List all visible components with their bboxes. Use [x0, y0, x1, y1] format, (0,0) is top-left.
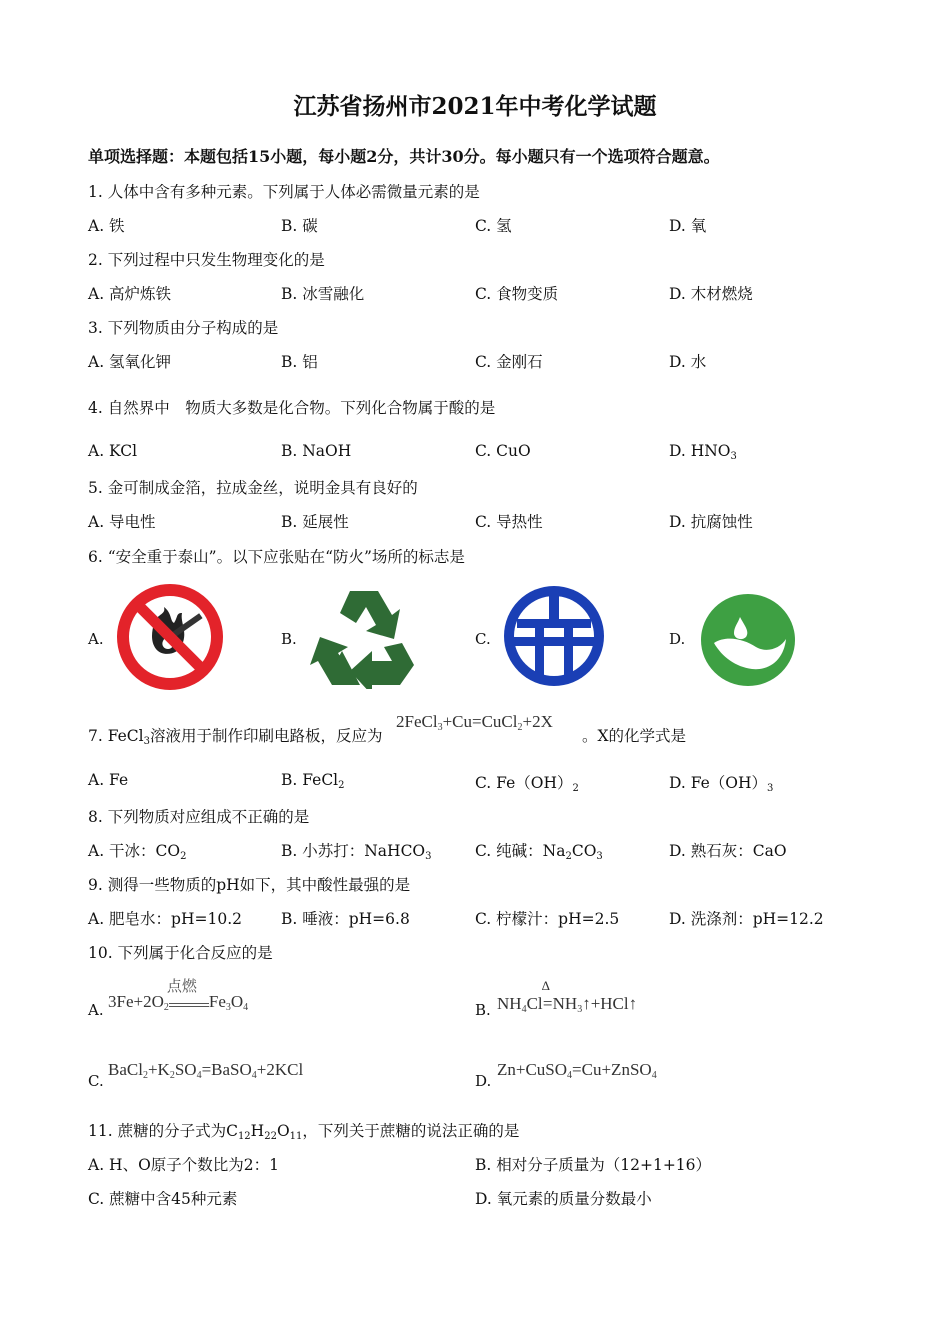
q6-option-a[interactable]: A. — [88, 630, 104, 648]
q8-option-b[interactable]: B. 小苏打：NaHCO$_3$ — [281, 842, 432, 862]
q9-option-a[interactable]: A. 肥皂水：pH=10.2 — [88, 910, 242, 928]
q6-option-d[interactable]: D. — [669, 630, 686, 648]
q1-option-d[interactable]: D. 氧 — [669, 217, 707, 235]
q9-option-b[interactable]: B. 唾液：pH=6.8 — [281, 910, 410, 928]
q4-option-b[interactable]: B. NaOH — [281, 442, 352, 460]
question-4-stem: 4. 自然界中 物质大多数是化合物。下列化合物属于酸的是 — [88, 399, 496, 417]
q7-option-b[interactable]: B. FeCl$_2$ — [281, 771, 345, 791]
q2-option-d[interactable]: D. 木材燃烧 — [669, 285, 753, 303]
q8-option-c[interactable]: C. 纯碱：$Na_2CO_3$ — [475, 842, 603, 862]
question-2-stem: 2. 下列过程中只发生物理变化的是 — [88, 251, 325, 269]
q7-option-a[interactable]: A. Fe — [88, 771, 129, 789]
q5-option-a[interactable]: A. 导电性 — [88, 513, 156, 531]
q10-equation-d: Zn+CuSO$_4$=Cu+ZnSO$_4$ — [497, 1060, 657, 1081]
question-8-stem: 8. 下列物质对应组成不正确的是 — [88, 808, 310, 826]
q6-option-b[interactable]: B. — [281, 630, 297, 648]
recycle-icon[interactable] — [310, 585, 418, 689]
q10-equation-b: $NH_4Cl$ Δ $=NH_3↑+HCl↑$ — [497, 978, 638, 1015]
blue-circle-sign-icon[interactable] — [503, 585, 605, 687]
q3-option-b[interactable]: B. 铝 — [281, 353, 318, 371]
q2-option-b[interactable]: B. 冰雪融化 — [281, 285, 365, 303]
question-6-stem: 6. “安全重于泰山”。以下应张贴在“防火”场所的标志是 — [88, 548, 465, 566]
section-heading: 单项选择题：本题包括15小题，每小题2分，共计30分。每小题只有一个选项符合题意。 — [88, 147, 720, 166]
q9-option-d[interactable]: D. 洗涤剂：pH=12.2 — [669, 910, 824, 928]
q4-option-a[interactable]: A. KCl — [88, 442, 138, 460]
q10-option-c[interactable]: C. — [88, 1072, 104, 1090]
q5-option-c[interactable]: C. 导热性 — [475, 513, 543, 531]
q1-option-c[interactable]: C. 氢 — [475, 217, 512, 235]
q2-option-a[interactable]: A. 高炉炼铁 — [88, 285, 172, 303]
question-7-stem-end: 。X的化学式是 — [582, 727, 687, 745]
no-fire-sign-icon[interactable] — [116, 583, 224, 691]
q10-option-d[interactable]: D. — [475, 1072, 492, 1090]
question-3-stem: 3. 下列物质由分子构成的是 — [88, 319, 279, 337]
q2-option-c[interactable]: C. 食物变质 — [475, 285, 559, 303]
q9-option-c[interactable]: C. 柠檬汁：pH=2.5 — [475, 910, 620, 928]
q10-option-a[interactable]: A. — [88, 1001, 104, 1019]
q7-reaction-equation: 2FeCl$_3$+Cu=CuCl$_2$+2X — [396, 712, 553, 733]
q11-option-c[interactable]: C. 蔗糖中含45种元素 — [88, 1190, 238, 1208]
water-saving-icon[interactable] — [700, 593, 796, 687]
question-5-stem: 5. 金可制成金箔，拉成金丝，说明金具有良好的 — [88, 479, 418, 497]
q3-option-a[interactable]: A. 氢氧化钾 — [88, 353, 172, 371]
q7-option-d[interactable]: D. $Fe(OH)_3$ — [669, 774, 774, 794]
q1-option-b[interactable]: B. 碳 — [281, 217, 318, 235]
page-title: 江苏省扬州市2021年中考化学试题 — [293, 93, 657, 120]
q1-option-a[interactable]: A. 铁 — [88, 217, 125, 235]
question-10-stem: 10. 下列属于化合反应的是 — [88, 944, 273, 962]
q10-equation-c: $BaCl_2+K_2SO_4=BaSO_4+2KCl$ — [108, 1060, 304, 1081]
q7-option-c[interactable]: C. $Fe(OH)_2$ — [475, 774, 579, 794]
q5-option-d[interactable]: D. 抗腐蚀性 — [669, 513, 753, 531]
q5-option-b[interactable]: B. 延展性 — [281, 513, 349, 531]
q4-option-d[interactable]: D. $HNO_3$ — [669, 442, 737, 462]
q8-option-d[interactable]: D. 熟石灰：CaO — [669, 842, 787, 860]
question-7-stem: 7. FeCl$_3$溶液用于制作印刷电路板，反应为 — [88, 727, 383, 747]
q11-option-a[interactable]: A. H、O原子个数比为2：1 — [88, 1156, 279, 1174]
q10-option-b[interactable]: B. — [475, 1001, 491, 1019]
q4-option-c[interactable]: C. CuO — [475, 442, 531, 460]
q8-option-a[interactable]: A. 干冰：$CO_2$ — [88, 842, 187, 862]
q3-option-c[interactable]: C. 金刚石 — [475, 353, 543, 371]
question-9-stem: 9. 测得一些物质的pH如下，其中酸性最强的是 — [88, 876, 411, 894]
q3-option-d[interactable]: D. 水 — [669, 353, 707, 371]
q11-option-d[interactable]: D. 氧元素的质量分数最小 — [475, 1190, 652, 1208]
q6-option-c[interactable]: C. — [475, 630, 491, 648]
q10-equation-a: $3Fe+2O_2$ 点燃 $Fe_3O_4$ — [108, 979, 249, 1013]
question-11-stem: 11. 蔗糖的分子式为$C_{12}H_{22}O_{11}$，下列关于蔗糖的说法正确的是 — [88, 1122, 520, 1142]
q11-option-b[interactable]: B. 相对分子质量为（12+1+16） — [475, 1156, 712, 1174]
question-1-stem: 1. 人体中含有多种元素。下列属于人体必需微量元素的是 — [88, 183, 480, 201]
